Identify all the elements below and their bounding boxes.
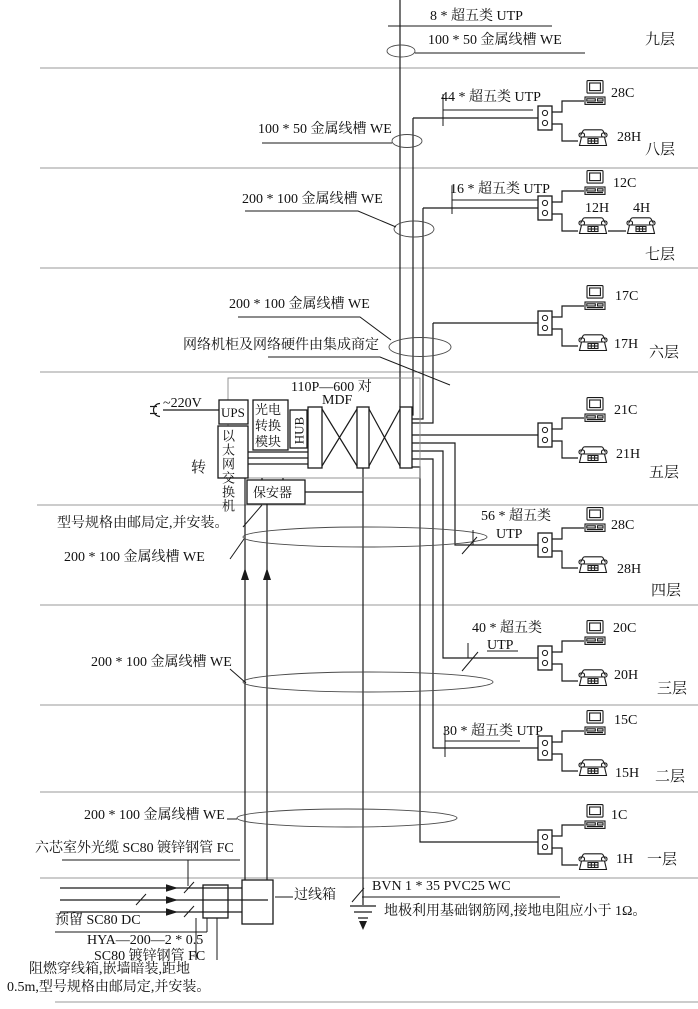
mdf-frame <box>308 407 412 468</box>
computer-icon <box>585 805 605 829</box>
tray-label-6f: 200 * 100 金属线槽 WE <box>229 297 370 312</box>
floor-label-4f: 四层 <box>651 583 682 599</box>
floor-label-2f: 二层 <box>655 769 686 785</box>
ethernet-switch-label: 以太网交换机 <box>220 429 235 513</box>
mdf-label: MDF <box>322 393 353 408</box>
telephone-icon <box>579 670 607 686</box>
telephone-icon <box>579 335 607 351</box>
telephone-icon <box>579 854 607 870</box>
phone-count-label: 21H <box>616 447 641 462</box>
switch-to-mdf-lines <box>248 452 308 464</box>
phone-count-label: 17H <box>614 337 639 352</box>
entry-cable-label: SC80 镀锌钢管 FC <box>94 949 206 964</box>
computer-icon <box>585 711 605 735</box>
fire-resistant-box <box>203 885 228 918</box>
entry-cable-label: HYA—200—2 * 0.5 <box>87 933 204 948</box>
utp-label-4f: 56 * 超五类 <box>481 509 551 524</box>
junction-box <box>242 880 273 924</box>
computer-count-label: 17C <box>615 289 639 304</box>
ground-symbol <box>350 906 376 930</box>
transfer-label: 转 <box>191 460 207 476</box>
computer-icon <box>585 171 605 195</box>
phone-count-label: 28H <box>617 562 642 577</box>
floor-label-9f: 九层 <box>645 32 676 48</box>
junction-box-label: 过线箱 <box>294 888 336 903</box>
computer-count-label: 28C <box>611 518 635 533</box>
telephone-icon <box>579 130 607 146</box>
telephone-icon <box>579 760 607 776</box>
computer-count-label: 21C <box>614 403 638 418</box>
floor-label-5f: 五层 <box>649 465 680 481</box>
ground-wire <box>305 468 363 905</box>
floor-1-devices <box>538 805 607 870</box>
floor-label-6f: 六层 <box>649 345 680 361</box>
grounding-note: 地极利用基础钢筋网,接地电阻应小于 1Ω。 <box>384 904 647 919</box>
utp-label-8f: 44 * 超五类 UTP <box>441 90 541 105</box>
floor-label-8f: 八层 <box>645 142 676 158</box>
riser-utp-label-9f: 8 * 超五类 UTP <box>430 9 523 24</box>
ups-label: UPS <box>221 405 245 420</box>
fiber-entry-label: 六芯室外光缆 SC80 镀锌钢管 FC <box>35 841 234 856</box>
floor-label-1f: 一层 <box>647 852 678 868</box>
telephone-icon <box>627 218 655 234</box>
riser-trunk-lines <box>400 0 538 842</box>
telephone-icon <box>579 557 607 573</box>
reserve-label: 预留 SC80 DC <box>55 913 141 928</box>
cabinet-note: 网络机柜及网络硬件由集成商定 <box>183 338 379 353</box>
optical-converter-label: 光电转换模块 <box>255 402 282 449</box>
firebox-note: 阻燃穿线箱,嵌墙暗装,距地 <box>29 962 190 977</box>
protector-label: 保安器 <box>253 485 293 500</box>
utp-label-3f: 40 * 超五类 <box>472 621 542 636</box>
utp-label-7f: 16 * 超五类 UTP <box>450 182 550 197</box>
tray-label-3f: 200 * 100 金属线槽 WE <box>91 655 232 670</box>
power-label: ~220V <box>163 396 202 411</box>
computer-icon <box>585 508 605 532</box>
phone-count-label: 1H <box>616 852 634 867</box>
tray-label-4f: 200 * 100 金属线槽 WE <box>64 550 205 565</box>
floor-label-7f: 七层 <box>645 247 676 263</box>
computer-count-label: 15C <box>614 713 638 728</box>
phone-count-label: 4H <box>633 201 651 216</box>
floor-3-devices <box>538 621 607 686</box>
floor-2-devices <box>538 711 607 776</box>
phone-count-label: 12H <box>585 201 610 216</box>
utp-label-4f: UTP <box>496 527 523 542</box>
computer-count-label: 1C <box>611 808 628 823</box>
telephone-icon <box>579 447 607 463</box>
ground-wire-label: BVN 1 * 35 PVC25 WC <box>372 879 511 894</box>
utp-label-2f: 30 * 超五类 UTP <box>443 724 543 739</box>
phone-count-label: 20H <box>614 668 639 683</box>
mdf-label: 110P—600 对 <box>291 380 372 395</box>
hub-label: HUB <box>291 416 307 445</box>
computer-icon <box>585 81 605 105</box>
phone-count-label: 15H <box>615 766 640 781</box>
floor-8-devices <box>538 81 607 146</box>
riser-tray-label-9f: 100 * 50 金属线槽 WE <box>428 33 562 48</box>
utp-label-3f: UTP <box>487 638 514 653</box>
telephone-icon <box>579 218 607 234</box>
computer-icon <box>585 286 605 310</box>
phone-count-label: 28H <box>617 130 642 145</box>
computer-count-label: 12C <box>613 176 637 191</box>
tray-label-8f: 100 * 50 金属线槽 WE <box>258 122 392 137</box>
floor-5-devices <box>538 398 607 463</box>
computer-icon <box>585 398 605 422</box>
floor-label-3f: 三层 <box>657 681 688 697</box>
tray-label-7f: 200 * 100 金属线槽 WE <box>242 192 383 207</box>
floor-6-devices <box>538 286 607 351</box>
computer-count-label: 20C <box>613 621 637 636</box>
computer-icon <box>585 621 605 645</box>
protector-note: 型号规格由邮局定,并安装。 <box>57 516 229 531</box>
tray-label-1f: 200 * 100 金属线槽 WE <box>84 808 225 823</box>
firebox-note: 0.5m,型号规格由邮局定,并安装。 <box>7 980 211 995</box>
computer-count-label: 28C <box>611 86 635 101</box>
incoming-cable-risers <box>241 478 271 880</box>
